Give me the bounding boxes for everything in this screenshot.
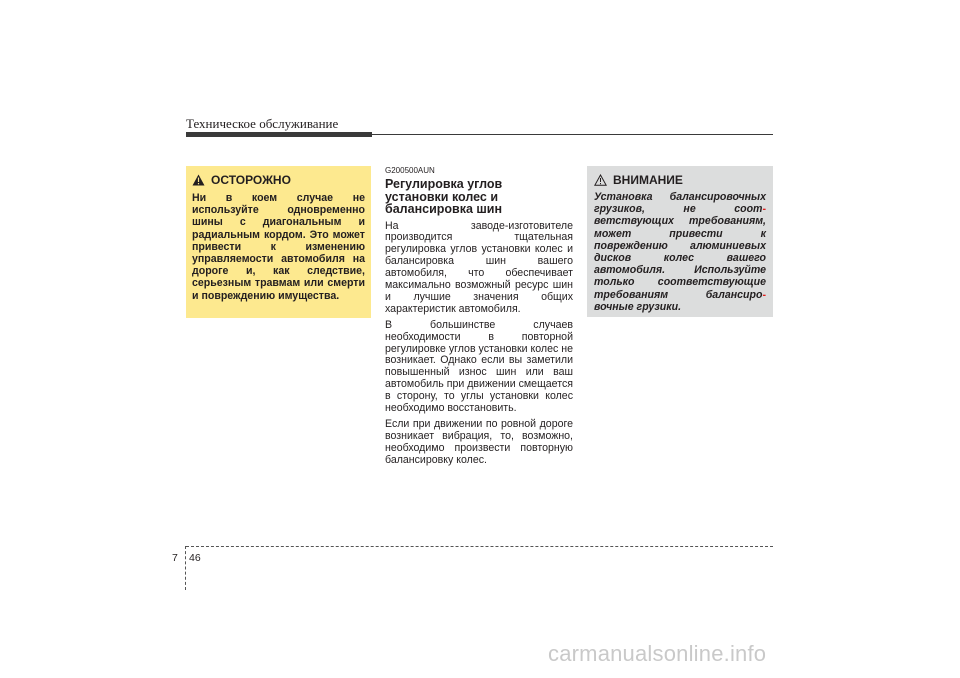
article-title: Регулировка углов установки колес и балансировка шин	[385, 177, 503, 216]
caution-box	[587, 166, 773, 317]
caution-text	[594, 191, 766, 313]
article-paragraph: На заводе-изготовителе производится тщательная регулировка углов установки колес и балансировка шин вашего автомобиля, что обеспечивает максимально возможный ресурс шин и лучшие значения общих характеристик автомобиля.	[385, 219, 573, 315]
header-title: Техническое обслуживание	[186, 116, 339, 131]
warning-heading-label: ОСТОРОЖНО	[211, 173, 291, 187]
article-paragraph: Если при движении по ровной дороге возникает вибрация, то, возможно, необходимо произвести повторную балансировку колес.	[385, 418, 573, 466]
warning-box	[186, 166, 371, 318]
footer-vertical-rule	[185, 546, 186, 590]
watermark: carmanualsonline.info	[548, 641, 767, 666]
article-paragraph: В большинстве случаев необходимости в повторной регулировке углов установки колес не возникает. Однако если вы заметили повышенный износ шин или ваш автомобиль при движении смещается в сторону, то углы установки колес необходимо восстановить.	[385, 318, 573, 415]
caution-heading-label: ВНИМАНИЕ	[613, 173, 683, 187]
page-number: 46	[189, 552, 201, 564]
caution-text-part: ветствующих требованиям, может привести к повреждению алюминиевых дисков колес вашего автомобиля. Используйте только соответствующие требованиям балансиро	[594, 215, 766, 301]
caution-text-part: вочные грузики.	[594, 300, 682, 313]
footer-rule	[186, 546, 773, 547]
caution-hyphen: -	[762, 203, 766, 216]
article	[385, 166, 573, 467]
header-rule-thin	[372, 134, 773, 135]
caution-triangle-icon	[594, 174, 607, 186]
warning-triangle-icon	[192, 174, 205, 186]
warning-heading	[192, 172, 365, 188]
warning-text: Ни в коем случае не используйте одновременно шины с диагональным и радиальным кордом. Это может привести к изменению управляемости автомобиля на дороге и, как следствие, серьезным травмам или смерти и повреждению имущества.	[192, 192, 365, 302]
caution-heading	[594, 172, 766, 188]
page-section: 7	[172, 552, 178, 564]
caution-hyphen: -	[762, 288, 766, 301]
header-rule-thick	[186, 132, 372, 137]
caution-text-part: Установка балансировочных грузиков, не соот	[594, 191, 766, 216]
article-code: G200500AUN	[385, 166, 435, 175]
